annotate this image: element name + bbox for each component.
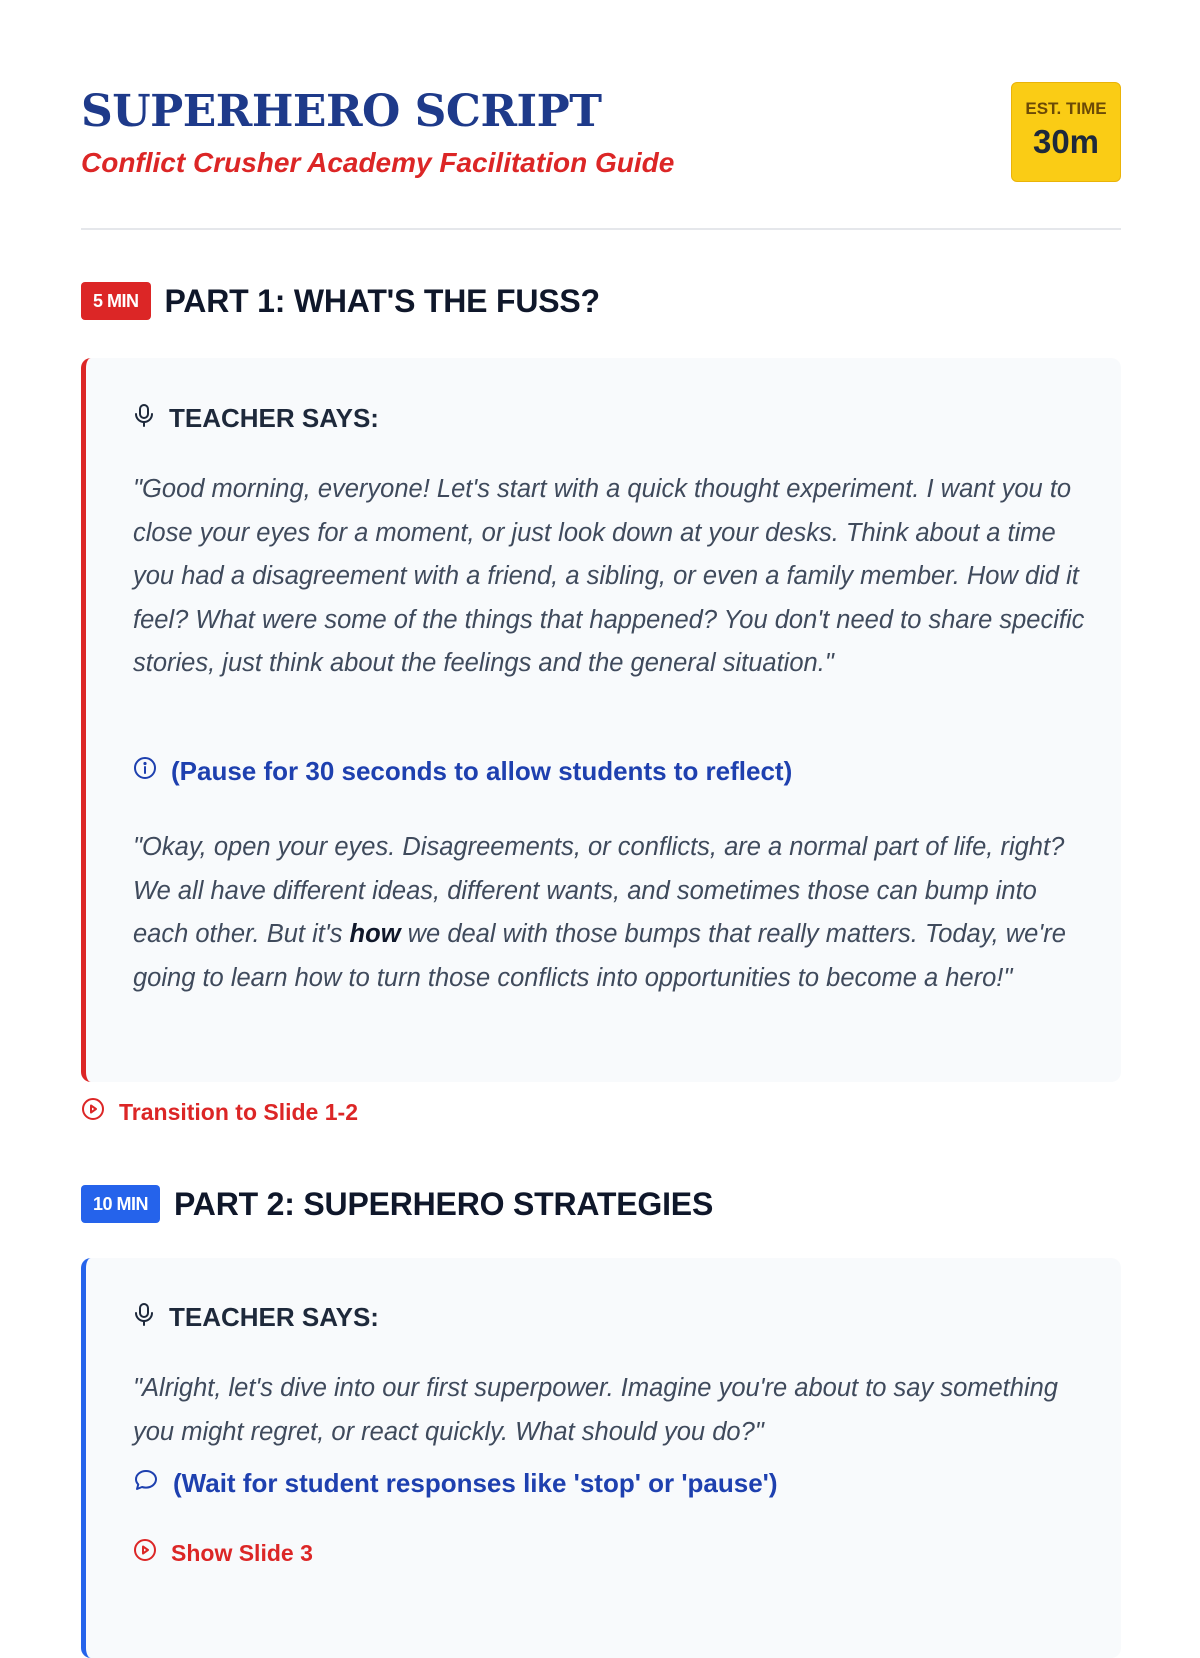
facilitator-note-text: (Pause for 30 seconds to allow students to reflect) (171, 756, 793, 786)
section-1-duration-badge: 5 MIN (81, 282, 151, 320)
page-header (81, 82, 1121, 182)
facilitator-note-text: (Wait for student responses like 'stop' or 'pause') (173, 1468, 778, 1498)
facilitator-note (133, 1468, 778, 1499)
section-2-title: PART 2: SUPERHERO STRATEGIES (174, 1185, 714, 1222)
teacher-says-text: TEACHER SAYS: (169, 1302, 379, 1332)
transition-cue (81, 1097, 358, 1127)
header-divider (81, 228, 1121, 230)
estimated-time-badge (1011, 82, 1121, 182)
teacher-says-label (133, 1302, 379, 1333)
info-icon (133, 756, 171, 787)
chat-bubble-icon (133, 1468, 173, 1499)
speech-text: we deal with those bumps that really matters. Today, we're going to learn how to turn those conflicts into opportunities to become a hero!" (133, 920, 1066, 992)
page-title: SUPERHERO SCRIPT (81, 86, 602, 137)
teacher-speech: "Good morning, everyone! Let's start with a quick thought experiment. I want you to close your eyes for a moment, or just look down at your desks. Think about a time you had a disagreement with a friend, a sibling, or even a family member. How did it feel? What were some of the things that happened? You don't need to share specific stories, just think about the feelings and the general situation." (133, 475, 1085, 677)
microphone-icon (133, 1302, 169, 1333)
slide-cue (133, 1538, 313, 1568)
play-circle-icon (133, 1538, 171, 1568)
page-subtitle: Conflict Crusher Academy Facilitation Guide (81, 147, 675, 178)
teacher-speech (133, 826, 1093, 1000)
section-1-header (81, 281, 600, 321)
speech-text: "Okay, open your eyes. Disagreements, or conflicts, are a normal part of life, right? We all have different ideas, different wants, and sometimes those can bump into each other. But it's (133, 833, 1065, 948)
facilitator-note (133, 756, 792, 787)
speech-emphasis: how (349, 920, 401, 948)
section-1-title: PART 1: WHAT'S THE FUSS? (164, 282, 600, 319)
section-2-header (81, 1184, 713, 1224)
play-circle-icon (81, 1097, 119, 1127)
estimated-time-value: 30m (1032, 123, 1100, 160)
section-2-script-card (81, 1258, 1121, 1658)
section-2-duration-badge: 10 MIN (81, 1185, 160, 1223)
teacher-says-text: TEACHER SAYS: (169, 403, 379, 433)
teacher-speech: "Alright, let's dive into our first superpower. Imagine you're about to say something you might regret, or react quickly. What should you do?" (133, 1374, 1058, 1446)
transition-cue-text: Transition to Slide 1-2 (119, 1098, 358, 1125)
section-1-script-card (81, 358, 1121, 1082)
slide-cue-text: Show Slide 3 (171, 1539, 313, 1566)
microphone-icon (133, 403, 169, 434)
estimated-time-label: EST. TIME (1025, 99, 1107, 118)
teacher-says-label (133, 403, 379, 434)
